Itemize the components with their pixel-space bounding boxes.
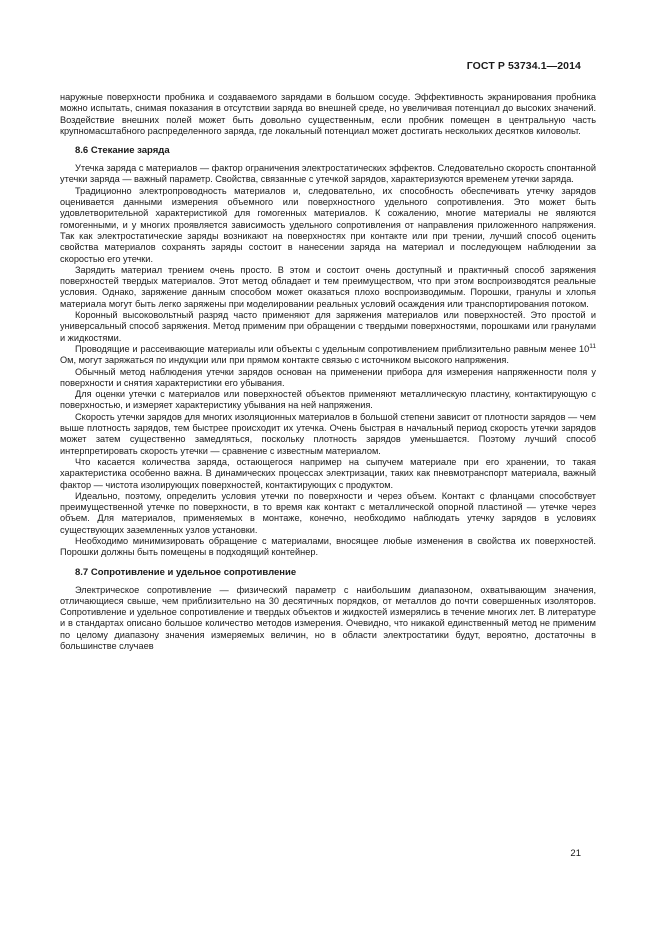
section-heading-8-6: 8.6 Стекание заряда xyxy=(75,145,170,157)
paragraph: Что касается количества заряда, остающегося например на сыпучем материале при его хранении, то такая характеристика особенно важна. В динамических процессах электризации, таких как пневмотранспорт материала, важный фактор — чистота изолирующих поверхностей, контактирующих с продуктом. xyxy=(60,456,596,490)
paragraph: Традиционно электропроводность материалов и, следовательно, их способность обеспечивать утечку зарядов оценивается данными измерения объемного или поверхностного удельного сопротивления. Это может быть удовлетворительной характеристикой для гомогенных материалов. К сожалению, многие материалы не являются гомогенными, и у многих проявляется зависимость удельного сопротивления от направления приложенного напряжения. Так как электростатические заряды возникают на поверхностях при контакте или при трении, лучший способ оценить свойства материалов сохранять заряды состоит в нанесении заряда на материал и последующем наблюдении за скоростью его утечки. xyxy=(60,185,596,264)
paragraph: Утечка заряда с материалов — фактор ограничения электростатических эффектов. Следовательно скорость спонтанной утечки заряда — важный параметр. Свойства, связанные с утечкой зарядов, характеризуются временем утечки заряда. xyxy=(60,163,596,185)
paragraph: Скорость утечки зарядов для многих изоляционных материалов в большой степени зависит от плотности зарядов — чем выше плотность зарядов, тем быстрее происходит их утечка. Очень быстрая в начальный период скорость утечки зарядов может затем существенно замедляться, поскольку плотность зарядов уменьшается. Поэтому лучший способ интерпретировать скорость утечки — сравнение с известным материалом. xyxy=(60,411,596,456)
text-fragment: Ом, могут заряжаться по индукции или при прямом контакте связью с источником высокого напряжения. xyxy=(60,355,509,366)
paragraph: Обычный метод наблюдения утечки зарядов основан на применении прибора для измерения напряженности поля у поверхности и снятия характеристики его убывания. xyxy=(60,366,596,388)
section-heading-8-7: 8.7 Сопротивление и удельное сопротивление xyxy=(75,566,297,578)
paragraph: Зарядить материал трением очень просто. В этом и состоит очень доступный и практичный способ заряжения поверхностей твердых материалов. Этот метод обладает и тем преимуществом, что при этом воспроизводятся реальные условия. Однако, заряжение данным способом может оказаться плохо воспроизводимым. Порошки, гранулы и хлопья материала могут быть легко заряжены при моделировании реальных условий осаждения или транспортирования потоком. xyxy=(60,264,596,309)
exponent: 11 xyxy=(589,342,596,350)
paragraph: Для оценки утечки с материалов или поверхностей объектов применяют металлическую пластину, контактирующую с поверхностью, и измеряет характеристику убывания на ней напряжения. xyxy=(60,389,596,411)
page-content xyxy=(60,92,596,652)
text-fragment: Проводящие и рассеивающие материалы или объекты с удельным сопротивлением приблизительно равным менее 10 xyxy=(75,343,590,354)
paragraph: Идеально, поэтому, определить условия утечки по поверхности и через объем. Контакт с фланцами способствует преимущественной утечке по поверхности, в то время как контакт с металлической опорной пластиной — утечке через объем. Для материалов, применяемых в монтаже, конечно, необходимо наблюдать утечку зарядов в условиях существующих заземленных узлов установки. xyxy=(60,490,596,535)
document-code-header: ГОСТ Р 53734.1—2014 xyxy=(466,60,581,72)
paragraph: Электрическое сопротивление — физический параметр с наибольшим диапазоном, охватывающим значения, отличающиеся свыше, чем приблизительно на 30 десятичных порядков, от металлов до почти совершенных изоляторов. Сопротивление и удельное сопротивление и твердых объектов и жидкостей измерялись в течение многих лет. В литературе и в стандартах описано большое количество методов измерения. Очевидно, что никакой единственный метод не применим по целому диапазону значения измеряемых величин, но в области электростатики будут, вероятно, достаточны в большинстве случаев xyxy=(60,584,596,652)
paragraph-continuation: наружные поверхности пробника и создаваемого зарядами в большом сосуде. Эффективность экранирования пробника можно испытать, снимая показания в отсутствии заряда во внешней среде, но увеличивая потенциал до высоких значений. Воздействие внешних полей может быть довольно существенным, если пробник помещен в центральную часть крупномасштабного распределенного заряда, где локальный потенциал может достигать нескольких десятков киловольт. xyxy=(60,92,596,136)
paragraph: Коронный высоковольтный разряд часто применяют для заряжения материалов или поверхностей. Это простой и универсальный способ заряжения. Метод применим при обращении с твердыми поверхностями, порошками или гранулами и жидкостями. xyxy=(60,310,596,343)
paragraph-resistivity xyxy=(60,344,596,367)
page-number: 21 xyxy=(570,848,581,859)
paragraph: Необходимо минимизировать обращение с материалами, вносящее любые изменения в свойства их поверхностей. Порошки должны быть помещены в подходящий контейнер. xyxy=(60,535,596,558)
